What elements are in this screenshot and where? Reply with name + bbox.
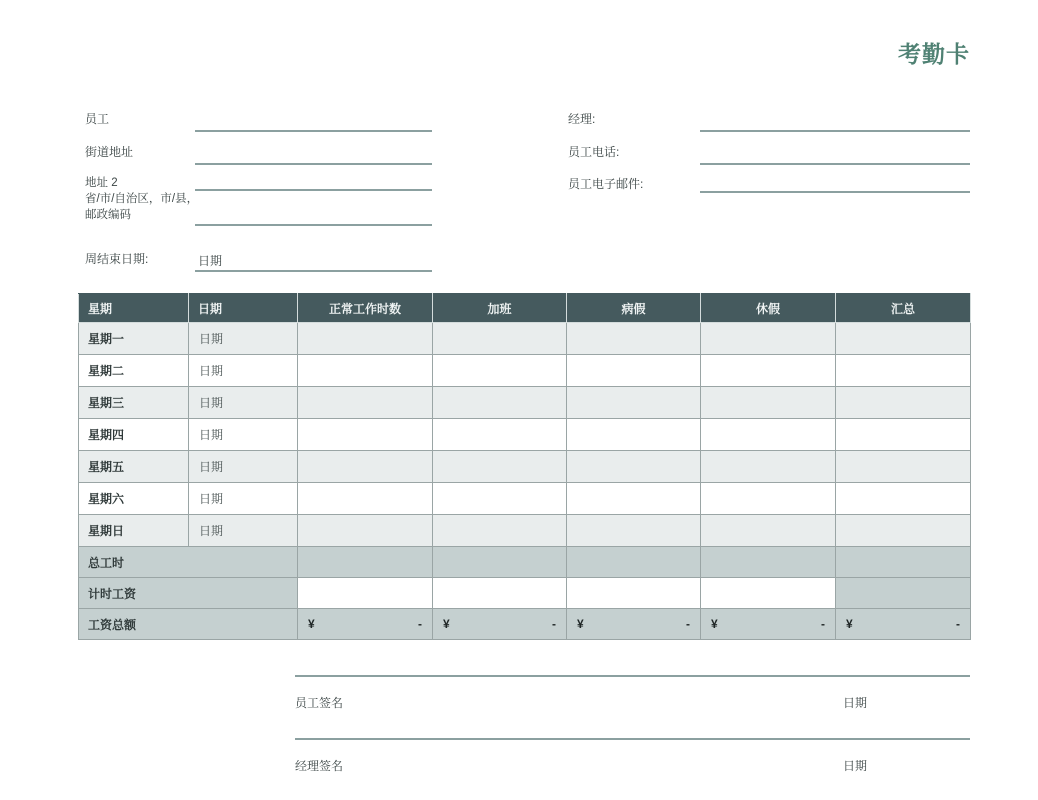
regular-hours-cell[interactable] <box>298 451 433 483</box>
employee-signature-date-label: 日期 <box>843 696 868 710</box>
date-cell[interactable]: 日期 <box>189 483 298 515</box>
table-row-monday <box>79 323 971 355</box>
sick-leave-cell[interactable] <box>567 387 701 419</box>
hourly-rate-total-cell[interactable] <box>836 578 971 609</box>
street-address-field[interactable] <box>195 163 432 165</box>
hourly-rate-vacation-cell[interactable] <box>701 578 836 609</box>
region-label: 省/市/自治区，市/县，邮政编码 <box>85 193 199 221</box>
total-pay-row <box>79 609 971 640</box>
amount-value: - <box>821 617 825 631</box>
total-cell[interactable] <box>836 387 971 419</box>
overtime-cell[interactable] <box>433 515 567 547</box>
employee-signature-label: 员工签名 <box>295 696 344 710</box>
week-ending-field[interactable] <box>195 270 432 272</box>
day-label: 星期日 <box>79 515 189 547</box>
manager-signature-field[interactable] <box>295 738 970 740</box>
total-pay-vacation-cell[interactable] <box>701 609 836 640</box>
date-cell[interactable]: 日期 <box>189 451 298 483</box>
day-label: 星期六 <box>79 483 189 515</box>
sick-leave-cell[interactable] <box>567 451 701 483</box>
total-cell[interactable] <box>836 419 971 451</box>
employee-email-field[interactable] <box>700 191 970 193</box>
sick-leave-cell[interactable] <box>567 355 701 387</box>
date-cell[interactable]: 日期 <box>189 387 298 419</box>
overtime-cell[interactable] <box>433 387 567 419</box>
header-date: 日期 <box>189 294 298 323</box>
total-hours-vacation-cell[interactable] <box>701 547 836 578</box>
employee-phone-field[interactable] <box>700 163 970 165</box>
day-label: 星期三 <box>79 387 189 419</box>
currency-symbol: ¥ <box>711 617 718 631</box>
week-ending-value[interactable]: 日期 <box>198 254 223 268</box>
currency-symbol: ¥ <box>443 617 450 631</box>
total-hours-row <box>79 547 971 578</box>
hourly-rate-overtime-cell[interactable] <box>433 578 567 609</box>
manager-signature-label: 经理签名 <box>295 759 344 773</box>
employee-phone-label: 员工电话: <box>568 145 620 159</box>
date-cell[interactable]: 日期 <box>189 323 298 355</box>
regular-hours-cell[interactable] <box>298 387 433 419</box>
total-hours-overtime-cell[interactable] <box>433 547 567 578</box>
manager-signature-date-label: 日期 <box>843 759 868 773</box>
page-title: 考勤卡 <box>898 41 970 67</box>
amount-value: - <box>552 617 556 631</box>
hourly-rate-label: 计时工资 <box>79 578 298 609</box>
address2-field[interactable] <box>195 189 432 191</box>
table-row-wednesday <box>79 387 971 419</box>
table-row-sunday <box>79 515 971 547</box>
vacation-cell[interactable] <box>701 451 836 483</box>
table-row-friday <box>79 451 971 483</box>
overtime-cell[interactable] <box>433 483 567 515</box>
total-pay-regular-cell[interactable] <box>298 609 433 640</box>
manager-label: 经理: <box>568 112 596 126</box>
address2-region-label <box>85 175 203 223</box>
overtime-cell[interactable] <box>433 419 567 451</box>
table-row-tuesday <box>79 355 971 387</box>
amount-value: - <box>686 617 690 631</box>
date-cell[interactable]: 日期 <box>189 355 298 387</box>
table-row-saturday <box>79 483 971 515</box>
total-hours-regular-cell[interactable] <box>298 547 433 578</box>
total-cell[interactable] <box>836 323 971 355</box>
week-ending-label: 周结束日期: <box>85 252 149 266</box>
overtime-cell[interactable] <box>433 355 567 387</box>
header-regular-hours: 正常工作时数 <box>298 294 433 323</box>
vacation-cell[interactable] <box>701 515 836 547</box>
currency-symbol: ¥ <box>577 617 584 631</box>
sick-leave-cell[interactable] <box>567 323 701 355</box>
region-field[interactable] <box>195 224 432 226</box>
address2-label: 地址 2 <box>85 177 118 189</box>
vacation-cell[interactable] <box>701 355 836 387</box>
currency-symbol: ¥ <box>308 617 315 631</box>
total-pay-sick-cell[interactable] <box>567 609 701 640</box>
timesheet-table <box>78 293 971 640</box>
street-address-label: 街道地址 <box>85 145 134 159</box>
header-total: 汇总 <box>836 294 971 323</box>
total-hours-sick-cell[interactable] <box>567 547 701 578</box>
day-label: 星期四 <box>79 419 189 451</box>
vacation-cell[interactable] <box>701 387 836 419</box>
overtime-cell[interactable] <box>433 323 567 355</box>
amount-value: - <box>956 617 960 631</box>
date-cell[interactable]: 日期 <box>189 515 298 547</box>
total-hours-label: 总工时 <box>79 547 298 578</box>
vacation-cell[interactable] <box>701 323 836 355</box>
regular-hours-cell[interactable] <box>298 483 433 515</box>
table-row-thursday <box>79 419 971 451</box>
total-pay-label: 工资总额 <box>79 609 298 640</box>
amount-value: - <box>418 617 422 631</box>
header-overtime: 加班 <box>433 294 567 323</box>
date-cell[interactable]: 日期 <box>189 419 298 451</box>
day-label: 星期二 <box>79 355 189 387</box>
currency-symbol: ¥ <box>846 617 853 631</box>
sick-leave-cell[interactable] <box>567 419 701 451</box>
day-label: 星期一 <box>79 323 189 355</box>
sick-leave-cell[interactable] <box>567 483 701 515</box>
total-cell[interactable] <box>836 515 971 547</box>
header-day: 星期 <box>79 294 189 323</box>
employee-signature-field[interactable] <box>295 675 970 677</box>
regular-hours-cell[interactable] <box>298 323 433 355</box>
employee-name-field[interactable] <box>195 130 432 132</box>
total-pay-total-cell[interactable] <box>836 609 971 640</box>
total-cell[interactable] <box>836 451 971 483</box>
hourly-rate-row <box>79 578 971 609</box>
table-header-row <box>79 294 971 323</box>
vacation-cell[interactable] <box>701 483 836 515</box>
manager-name-field[interactable] <box>700 130 970 132</box>
total-pay-overtime-cell[interactable] <box>433 609 567 640</box>
hourly-rate-sick-cell[interactable] <box>567 578 701 609</box>
header-vacation: 休假 <box>701 294 836 323</box>
hourly-rate-regular-cell[interactable] <box>298 578 433 609</box>
vacation-cell[interactable] <box>701 419 836 451</box>
total-hours-total-cell[interactable] <box>836 547 971 578</box>
regular-hours-cell[interactable] <box>298 515 433 547</box>
total-cell[interactable] <box>836 483 971 515</box>
regular-hours-cell[interactable] <box>298 355 433 387</box>
sick-leave-cell[interactable] <box>567 515 701 547</box>
day-label: 星期五 <box>79 451 189 483</box>
employee-label: 员工 <box>85 112 110 126</box>
total-cell[interactable] <box>836 355 971 387</box>
overtime-cell[interactable] <box>433 451 567 483</box>
regular-hours-cell[interactable] <box>298 419 433 451</box>
employee-email-label: 员工电子邮件: <box>568 177 644 191</box>
header-sick-leave: 病假 <box>567 294 701 323</box>
